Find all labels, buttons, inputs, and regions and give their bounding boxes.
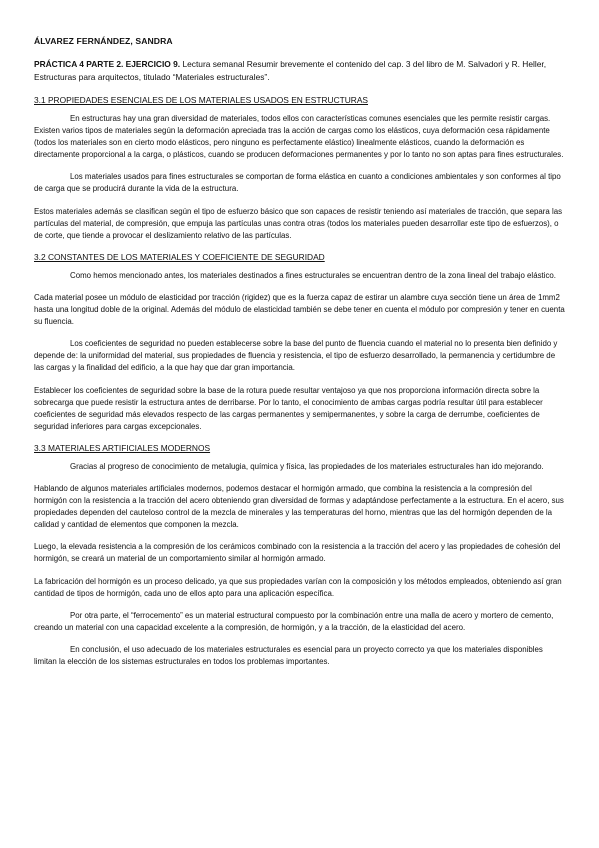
section-heading-3-3: 3.3 MATERIALES ARTIFICIALES MODERNOS xyxy=(34,442,211,453)
paragraph: Estos materiales además se clasifican según el tipo de esfuerzo básico que son capaces de resistir teniendo así materiales de tracción, que separa las partículas del material, de compresión, que empuja las partículas unas contra otras (todos los materiales pueden desarrollar este tipo de esfuerzos), o de corte, que tiende a provocar el deslizamiento relativo de las partículas. xyxy=(34,206,563,240)
exercise-label: PRÁCTICA 4 PARTE 2. EJERCICIO 9. xyxy=(34,59,181,69)
paragraph: Los materiales usados para fines estructurales se comportan de forma elástica en cuanto a condiciones ambientales y son conformes al tipo de carga que se producirá durante la vida de la estructura. xyxy=(34,172,561,194)
paragraph: Hablando de algunos materiales artificiales modernos, podemos destacar el hormigón armado, que combina la resistencia a la compresión del hormigón con la resistencia a la tracción del acero obteniendo gran diversidad de formas y adaptándose perfectamente a la estructura. En el acero, sus propiedades dependen del cauteloso control de la mezcla de minerales y las temperaturas del horno, mientras que las del hormigón dependen de la calidad y cantidad de elementos que componen la mezcla. xyxy=(34,483,564,530)
paragraph: Como hemos mencionado antes, los materiales destinados a fines estructurales se encuentran dentro de la zona lineal del trabajo elástico. xyxy=(70,270,556,280)
section-heading-3-2: 3.2 CONSTANTES DE LOS MATERIALES Y COEFICIENTE DE SEGURIDAD xyxy=(34,251,325,262)
exercise-statement xyxy=(34,58,565,84)
paragraph: Gracias al progreso de conocimiento de metalugia, química y física, las propiedades de los materiales estructurales han ido mejorando. xyxy=(70,461,544,471)
paragraph: En estructuras hay una gran diversidad de materiales, todos ellos con características comunes esenciales que les permite resistir cargas. Existen varios tipos de materiales según la deformación apreciada tras la acción de cargas como los elásticos, cuya deformación cesa rápidamente (todos los materiales son en cierto modo elásticos, pero ninguno es perfectamente elástico) linealmente elásticos, cuando la deformación es directamente proporcional a la carga, o plásticos, cuando se producen deformaciones permanentes y por lo tanto no son aptas para fines estructurales. xyxy=(34,114,564,160)
paragraph: En conclusión, el uso adecuado de los materiales estructurales es esencial para un proyecto correcto ya que los materiales disponibles limitan la elección de los sistemas estructurales en todos los problemas importantes. xyxy=(34,644,543,666)
section-heading-3-1: 3.1 PROPIEDADES ESENCIALES DE LOS MATERIALES USADOS EN ESTRUCTURAS xyxy=(34,95,369,105)
paragraph: Luego, la elevada resistencia a la compresión de los cerámicos combinado con la resistencia a la tracción del acero y las propiedades de cohesión del hormigón, se creará un material de un comportamiento similar al hormigón armado. xyxy=(34,542,561,564)
author-name: ÁLVAREZ FERNÁNDEZ, SANDRA xyxy=(34,36,173,46)
paragraph: Establecer los coeficientes de seguridad sobre la base de la rotura puede resultar ventajoso ya que nos proporciona información directa sobre la sobrecarga que puede resistir la estructura antes de derribarse. Por lo tanto, el conocimiento de ambas cargas podría resultar útil para establecer coeficientes de seguridad más elevados respecto de las cargas permanentes y semipermanentes, y sobre la carga de derrumbe, coeficientes de seguridad inferiores para cargas excepcionales. xyxy=(34,385,543,431)
paragraph: Por otra parte, el “ferrocemento” es un material estructural compuesto por la combinación entre una malla de acero y mortero de cemento, creando un material con una capacidad excelente a la compresión, de hormigón, y a la tracción, de la elasticidad del acero. xyxy=(34,610,554,632)
paragraph: Cada material posee un módulo de elasticidad por tracción (rigidez) que es la fuerza capaz de estirar un alambre cuya sección tiene un área de 1mm2 hasta una longitud doble de la original. Además del módulo de elasticidad también se debe tener en cuenta el módulo por compresión y tener en cuenta su fluencia. xyxy=(34,292,565,327)
exercise-text: Lectura semanal Resumir brevemente el contenido del cap. 3 del libro de M. Salvadori y R. Heller, Estructuras para arquitectos, titulado “Materiales estructurales”. xyxy=(34,59,547,82)
paragraph: Los coeficientes de seguridad no pueden establecerse sobre la base del punto de fluencia cuando el material no lo presenta bien definido y depende de: la uniformidad del material, sus propiedades de fluencia y resistencia, el tipo de esfuerzo desarrollado, la permanencia y certidumbre de las cargas y la finalidad del edificio, a la que hay que dar gran importancia. xyxy=(34,339,558,373)
paragraph: La fabricación del hormigón es un proceso delicado, ya que sus propiedades varían con la composición y los métodos empleados, obteniendo así gran cantidad de tipos de hormigón, cada uno de ellos apto para una aplicación específica. xyxy=(34,576,562,598)
document-page xyxy=(34,36,565,678)
